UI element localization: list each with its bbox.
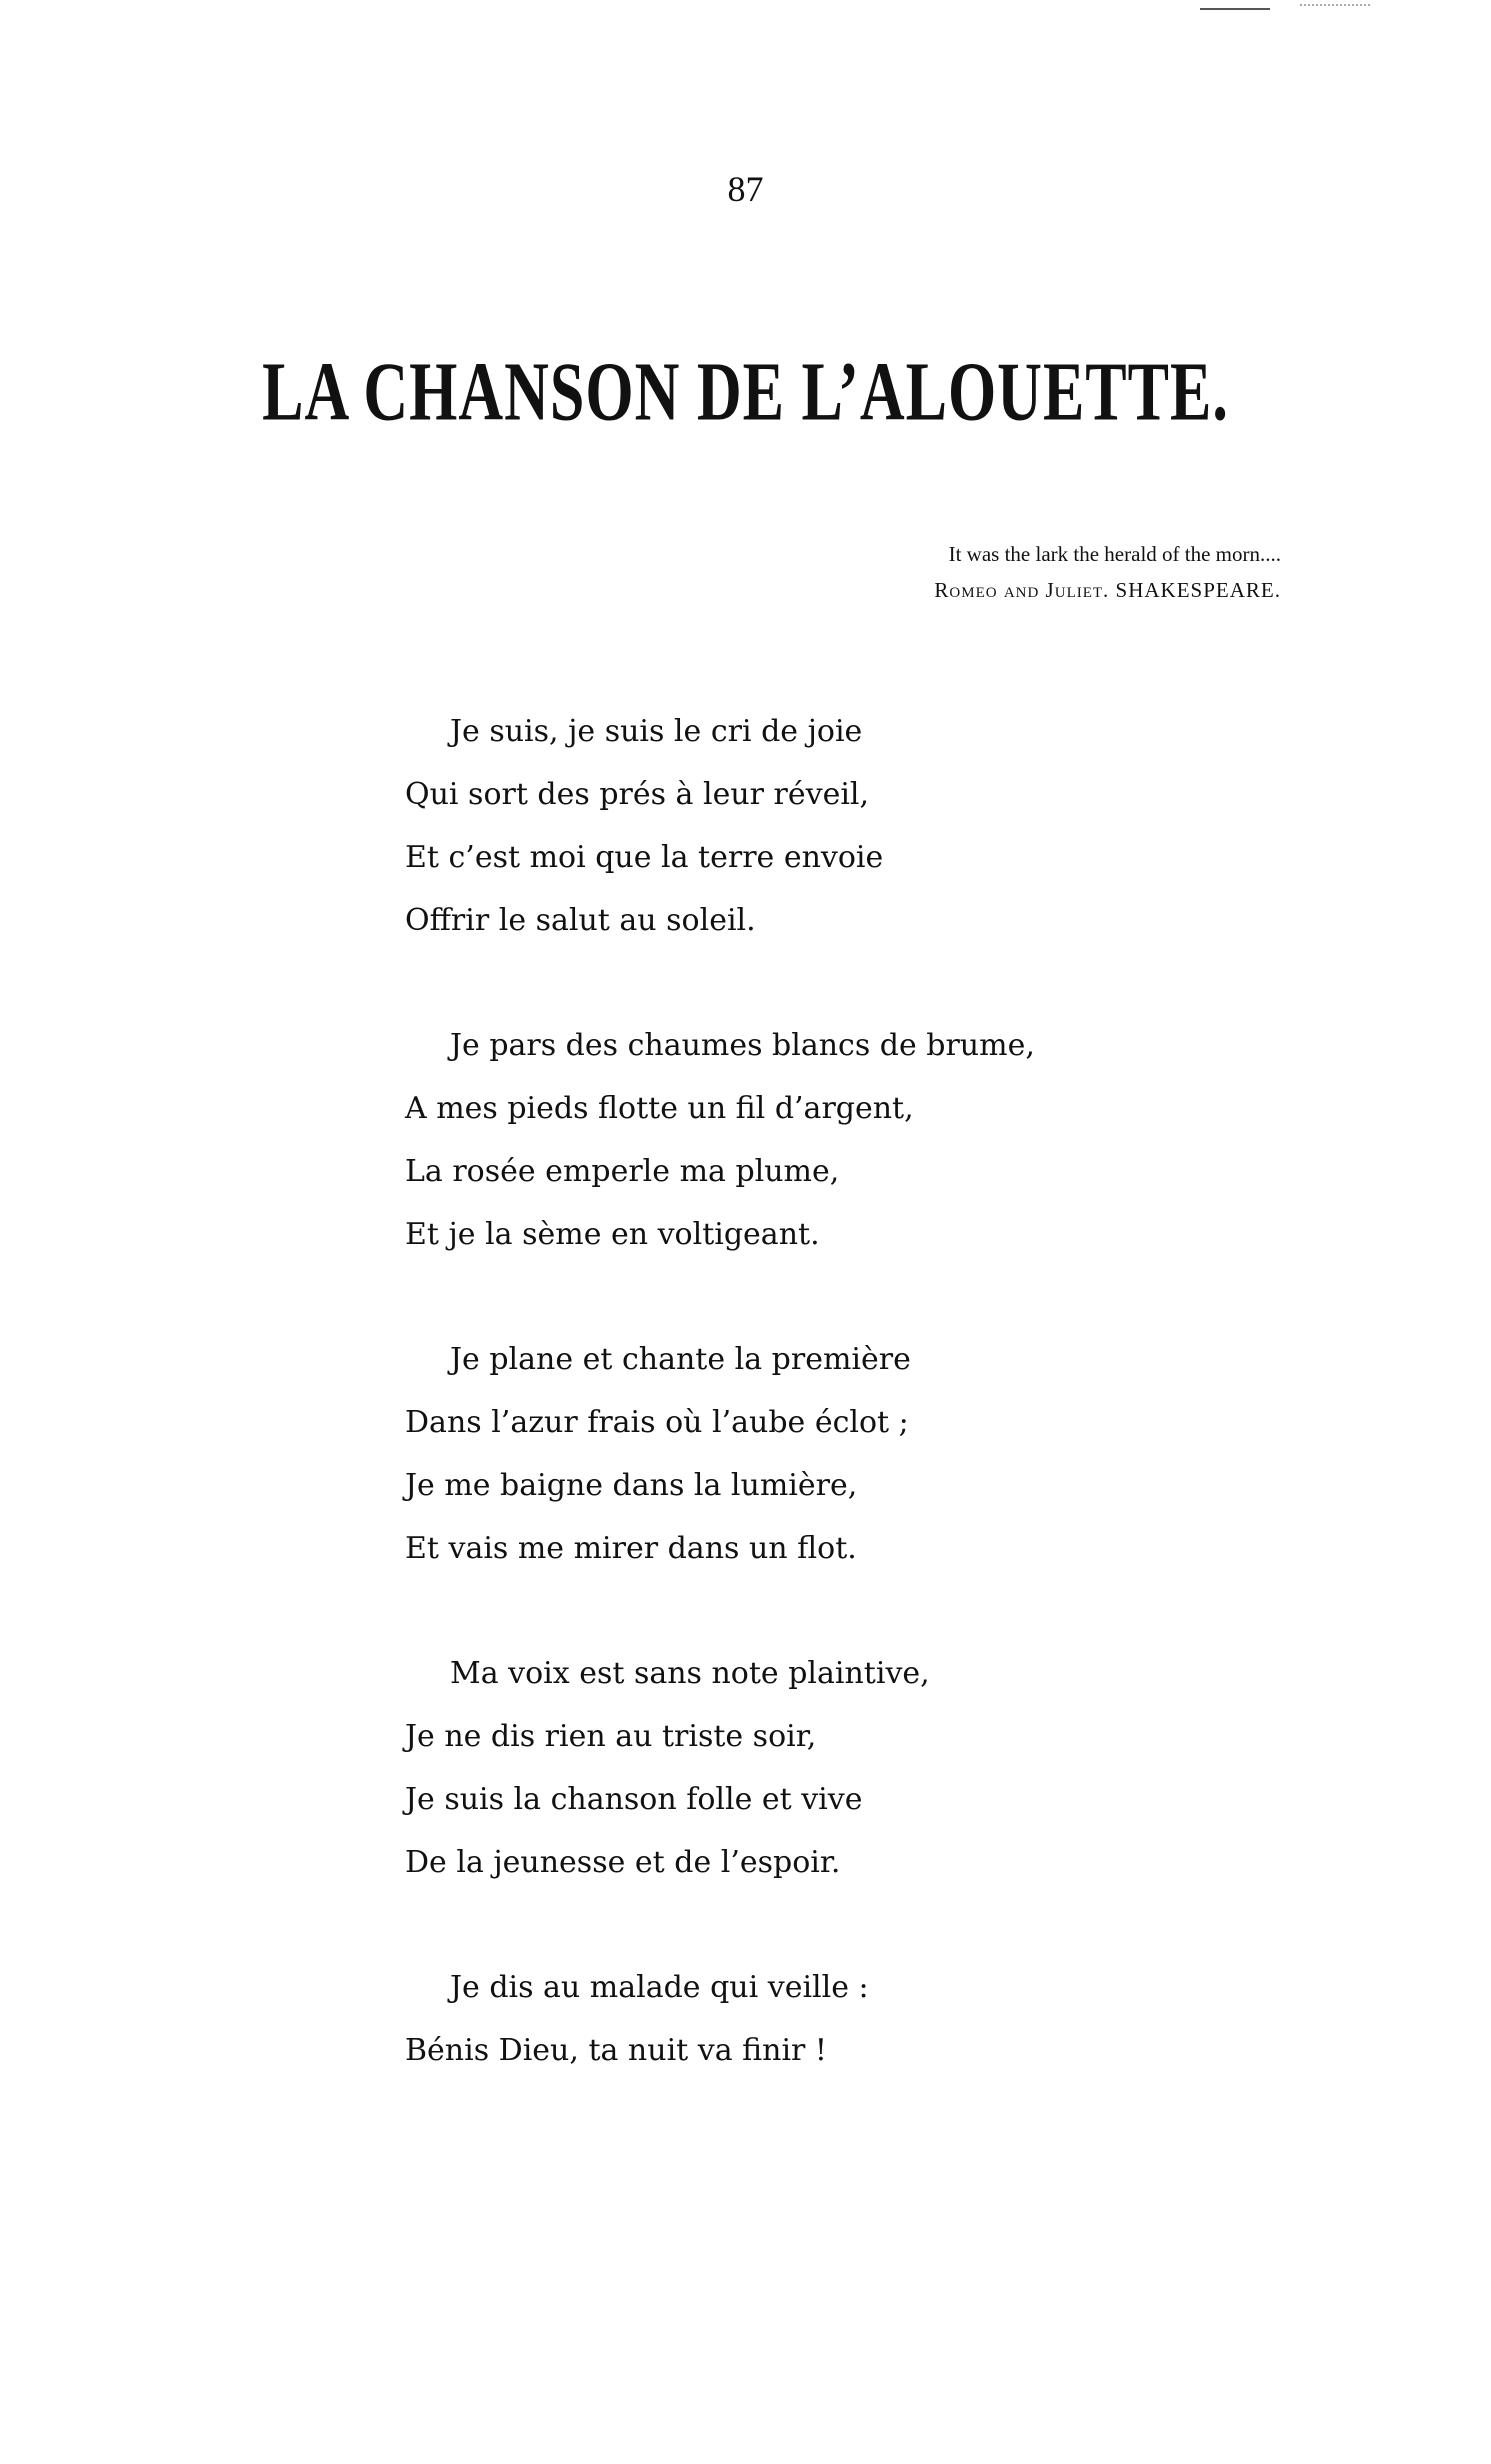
verse: Qui sort des prés à leur réveil, xyxy=(405,777,870,812)
verse: Dans l’azur frais où l’aube éclot ; xyxy=(405,1405,909,1440)
verse: Et je la sème en voltigeant. xyxy=(405,1217,820,1252)
poem-title: LA CHANSON DE L’ALOUETTE. xyxy=(262,346,1229,439)
verse: Je ne dis rien au triste soir, xyxy=(405,1719,817,1754)
verse: Je suis, je suis le cri de joie xyxy=(450,714,863,749)
verse: Je pars des chaumes blancs de brume, xyxy=(450,1028,1035,1063)
verse: Et vais me mirer dans un flot. xyxy=(405,1531,857,1566)
verse: Je dis au malade qui veille : xyxy=(450,1970,869,2005)
verse: A mes pieds flotte un fil d’argent, xyxy=(405,1091,914,1126)
verse: La rosée emperle ma plume, xyxy=(405,1154,840,1189)
verse: Ma voix est sans note plaintive, xyxy=(450,1656,930,1691)
epigraph-source: Romeo and Juliet. SHAKESPEARE. xyxy=(934,578,1281,602)
verse: Je plane et chante la première xyxy=(450,1342,911,1377)
verse: Je suis la chanson folle et vive xyxy=(405,1782,863,1817)
verse: De la jeunesse et de l’espoir. xyxy=(405,1845,841,1880)
poem-body xyxy=(405,700,1105,2144)
stanza-3 xyxy=(405,1328,1105,1580)
verse: Et c’est moi que la terre envoie xyxy=(405,840,884,875)
page-number: 87 xyxy=(727,169,764,209)
stanza-4 xyxy=(405,1642,1105,1894)
top-rule xyxy=(1200,8,1270,10)
verse: Bénis Dieu, ta nuit va finir ! xyxy=(405,2033,827,2068)
stanza-5 xyxy=(405,1956,1105,2082)
verse: Je me baigne dans la lumière, xyxy=(405,1468,858,1503)
epigraph xyxy=(934,536,1281,608)
top-dots xyxy=(1300,4,1370,6)
epigraph-quote: It was the lark the herald of the morn.... xyxy=(948,542,1281,566)
stanza-1 xyxy=(405,700,1105,952)
stanza-2 xyxy=(405,1014,1105,1266)
verse: Offrir le salut au soleil. xyxy=(405,903,756,938)
